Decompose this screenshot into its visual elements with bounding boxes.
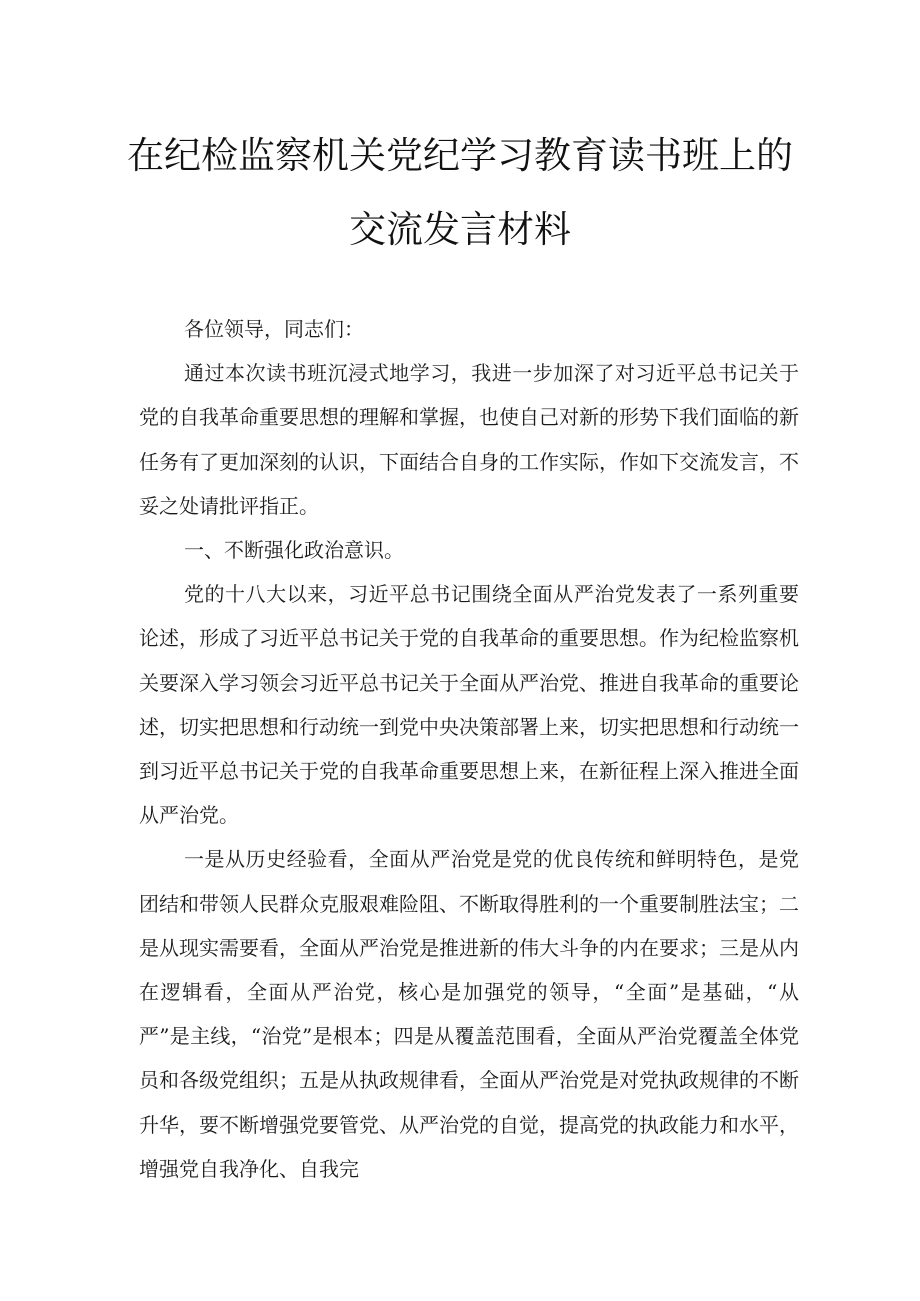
body-paragraph: 党的十八大以来，习近平总书记围绕全面从严治党发表了一系列重要论述，形成了习近平总书记关于党的自我革命的重要思想。作为纪检监察机关要深入学习领会习近平总书记关于全面从严治党、推进自我革命的重要论述，切实把思想和行动统一到党中央决策部署上来，切实把思想和行动统一到习近平总书记关于党的自我革命重要思想上来，在新征程上深入推进全面从严治党。 bbox=[139, 582, 799, 828]
document-body bbox=[139, 307, 799, 1191]
document-title-line-2: 交流发言材料 bbox=[349, 208, 571, 251]
section-heading: 一、不断强化政治意识。 bbox=[184, 538, 404, 563]
salutation-paragraph: 各位领导，同志们： bbox=[184, 317, 364, 341]
intro-paragraph: 通过本次读书班沉浸式地学习，我进一步加深了对习近平总书记关于党的自我革命重要思想的理解和掌握，也使自己对新的形势下我们面临的新任务有了更加深刻的认识，下面结合自身的工作实际，作如下交流发言，不妥之处请批评指正。 bbox=[139, 361, 799, 518]
body-paragraph: 一是从历史经验看，全面从严治党是党的优良传统和鲜明特色，是党团结和带领人民群众克服艰难险阻、不断取得胜利的一个重要制胜法宝；二是从现实需要看，全面从严治党是推进新的伟大斗争的内在要求；三是从内在逻辑看，全面从严治党，核心是加强党的领导，“全面”是基础，“从严”是主线，“治党”是根本；四是从覆盖范围看，全面从严治党覆盖全体党员和各级党组织；五是从执政规律看，全面从严治党是对党执政规律的不断升华，要不断增强党要管党、从严治党的自觉，提高党的执政能力和水平，增强党自我净化、自我完 bbox=[139, 847, 799, 1181]
document-title-line-1: 在纪检监察机关党纪学习教育读书班上的 bbox=[127, 134, 793, 177]
